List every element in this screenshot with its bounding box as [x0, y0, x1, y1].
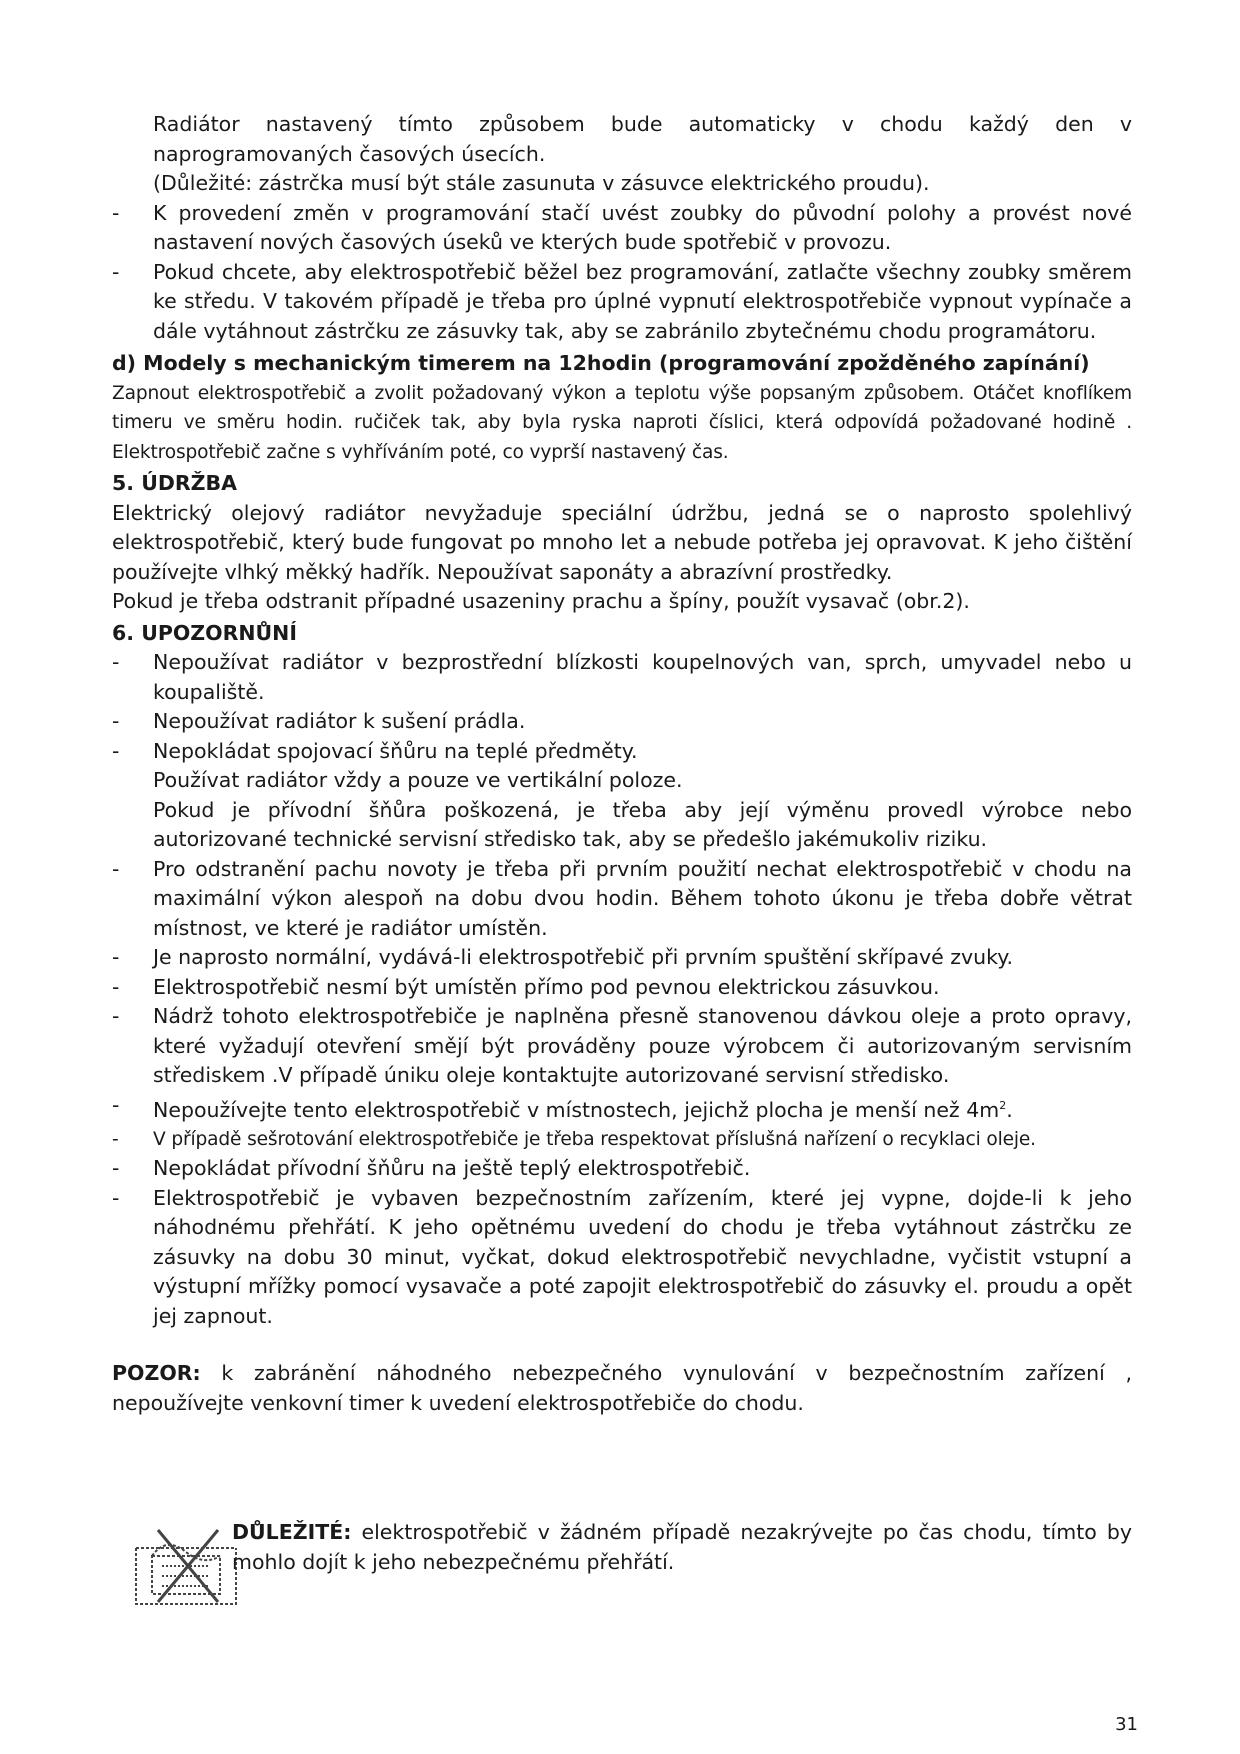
superscript: 2	[999, 1098, 1007, 1112]
warning-item: - Elektrospotřebič nesmí být umístěn přímo pod pevnou elektrickou zásuvkou.	[112, 973, 1132, 1003]
warning-item: - Elektrospotřebič je vybaven bezpečnostním zařízením, které jej vypne, dojde-li k jeho náhodnému přehřátí. K jeho opětnému uvedení do chodu je třeba vytáhnout zástrčku ze zásuvky na dobu 30 minut, vyčkat, dokud elektrospotřebič nevychladne, vyčistit vstupní a výstupní mřížky pomocí vysavače a poté zapojit elektrospotřebič do zásuvky el. proudu a opět jej zapnout.	[112, 1184, 1132, 1332]
warning-item: - Nepoužívejte tento elektrospotřebič v místnostech, jejichž plocha je menší než $4m^2$.	[112, 1091, 1132, 1125]
section-5-paragraph: Pokud je třeba odstranit případné usazeniny prachu a špíny, použít vysavač (obr.2).	[112, 589, 970, 613]
warning-item: - Nádrž tohoto elektrospotřebiče je naplněna přesně stanovenou dávkou oleje a proto opravy, které vyžadují otevření smějí být prováděny pouze výrobcem či autorizovaným servisním střediskem .V případě úniku oleje kontaktujte autorizované servisní středisko.	[112, 1002, 1132, 1091]
warning-item: - Nepokládat spojovací šňůru na teplé předměty.	[112, 737, 1132, 767]
section-5-heading: 5. ÚDRŽBA	[112, 471, 237, 495]
warning-item: - Nepoužívat radiátor v bezprostřední blízkosti koupelnových van, sprch, umyvadel nebo u koupaliště.	[112, 648, 1132, 707]
important-body: elektrospotřebič v žádném případě nezakrývejte po čas chodu, tímto by mohlo dojít k jeho nebezpečnému přehřátí.	[232, 1520, 1132, 1574]
section-d-text: Zapnout elektrospotřebič a zvolit požadovaný výkon a teplotu výše popsaným způsobem. Otáčet knoflíkem timeru ve směru hodin. ručiček tak, aby byla ryska naproti číslici, která odpovídá požadované hodině . Elektrospotřebič začne s vyhříváním poté, co vyprší nastavený čas.	[112, 382, 1132, 463]
important-notice	[112, 1518, 1132, 1608]
caution-label: POZOR:	[112, 1361, 201, 1386]
section-6-heading: 6. UPOZORNŮNÍ	[112, 620, 297, 645]
page-body	[112, 110, 1132, 1418]
important-text	[232, 1518, 1132, 1577]
warning-item: - Nepoužívat radiátor k sušení prádla.	[112, 707, 1132, 737]
warning-item: - V případě sešrotování elektrospotřebiče je třeba respektovat příslušná nařízení o recyklaci oleje.	[112, 1125, 1132, 1155]
section-d-heading: d) Modely s mechanickým timerem na 12hodin (programování zpožděného zapínání)	[112, 351, 1090, 375]
warning-item: - Pro odstranění pachu novoty je třeba při prvním použití nechat elektrospotřebič v chodu na maximální výkon alespoň na dobu dvou hodin. Během tohoto úkonu je třeba dobře větrat místnost, ve které je radiátor umístěn.	[112, 855, 1132, 944]
caution-text: k zabránění náhodného nebezpečného vynulování v bezpečnostním zařízení , nepoužívejte venkovní timer k uvedení elektrospotřebiče do chodu.	[112, 1361, 1132, 1415]
intro-note: (Důležité: zástrčka musí být stále zasunuta v zásuvce elektrického proudu).	[153, 171, 930, 195]
warning-subitem: Používat radiátor vždy a pouze ve vertikální poloze.	[153, 768, 683, 792]
intro-bullet: - K provedení změn v programování stačí uvést zoubky do původní polohy a provést nové nastavení nových časových úseků ve kterých bude spotřebič v provozu.	[112, 199, 1132, 258]
intro-bullet: - Pokud chcete, aby elektrospotřebič běžel bez programování, zatlačte všechny zoubky směrem ke středu. V takovém případě je třeba pro úplné vypnutí elektrospotřebiče vypnout vypínače a dále vytáhnout zástrčku ze zásuvky tak, aby se zabránilo zbytečnému chodu programátoru.	[112, 258, 1132, 347]
do-not-cover-icon	[134, 1526, 238, 1606]
warning-item: - Je naprosto normální, vydává-li elektrospotřebič při prvním spuštění skřípavé zvuky.	[112, 943, 1132, 973]
warning-subitem: Pokud je přívodní šňůra poškozená, je třeba aby její výměnu provedl výrobce nebo autorizované technické servisní středisko tak, aby se předešlo jakémukoliv riziku.	[153, 797, 1132, 851]
intro-paragraph: Radiátor nastavený tímto způsobem bude automaticky v chodu každý den v naprogramovaných časových úsecích.	[153, 112, 1132, 166]
warning-item-text: Nepoužívejte tento elektrospotřebič v místnostech, jejichž plocha je menší než 4m	[153, 1097, 1000, 1122]
section-5-paragraph: Elektrický olejový radiátor nevyžaduje speciální údržbu, jedná se o naprosto spolehlivý elektrospotřebič, který bude fungovat po mnoho let a nebude potřeba jej opravovat. K jeho čištění používejte vlhký měkký hadřík. Nepoužívat saponáty a abrazívní prostředky.	[112, 500, 1132, 584]
page-number: 31	[1115, 1714, 1138, 1735]
caution-paragraph	[112, 1359, 1132, 1418]
warning-item: - Nepokládat přívodní šňůru na ještě teplý elektrospotřebič.	[112, 1154, 1132, 1184]
important-label: DŮLEŽITÉ:	[232, 1520, 352, 1544]
